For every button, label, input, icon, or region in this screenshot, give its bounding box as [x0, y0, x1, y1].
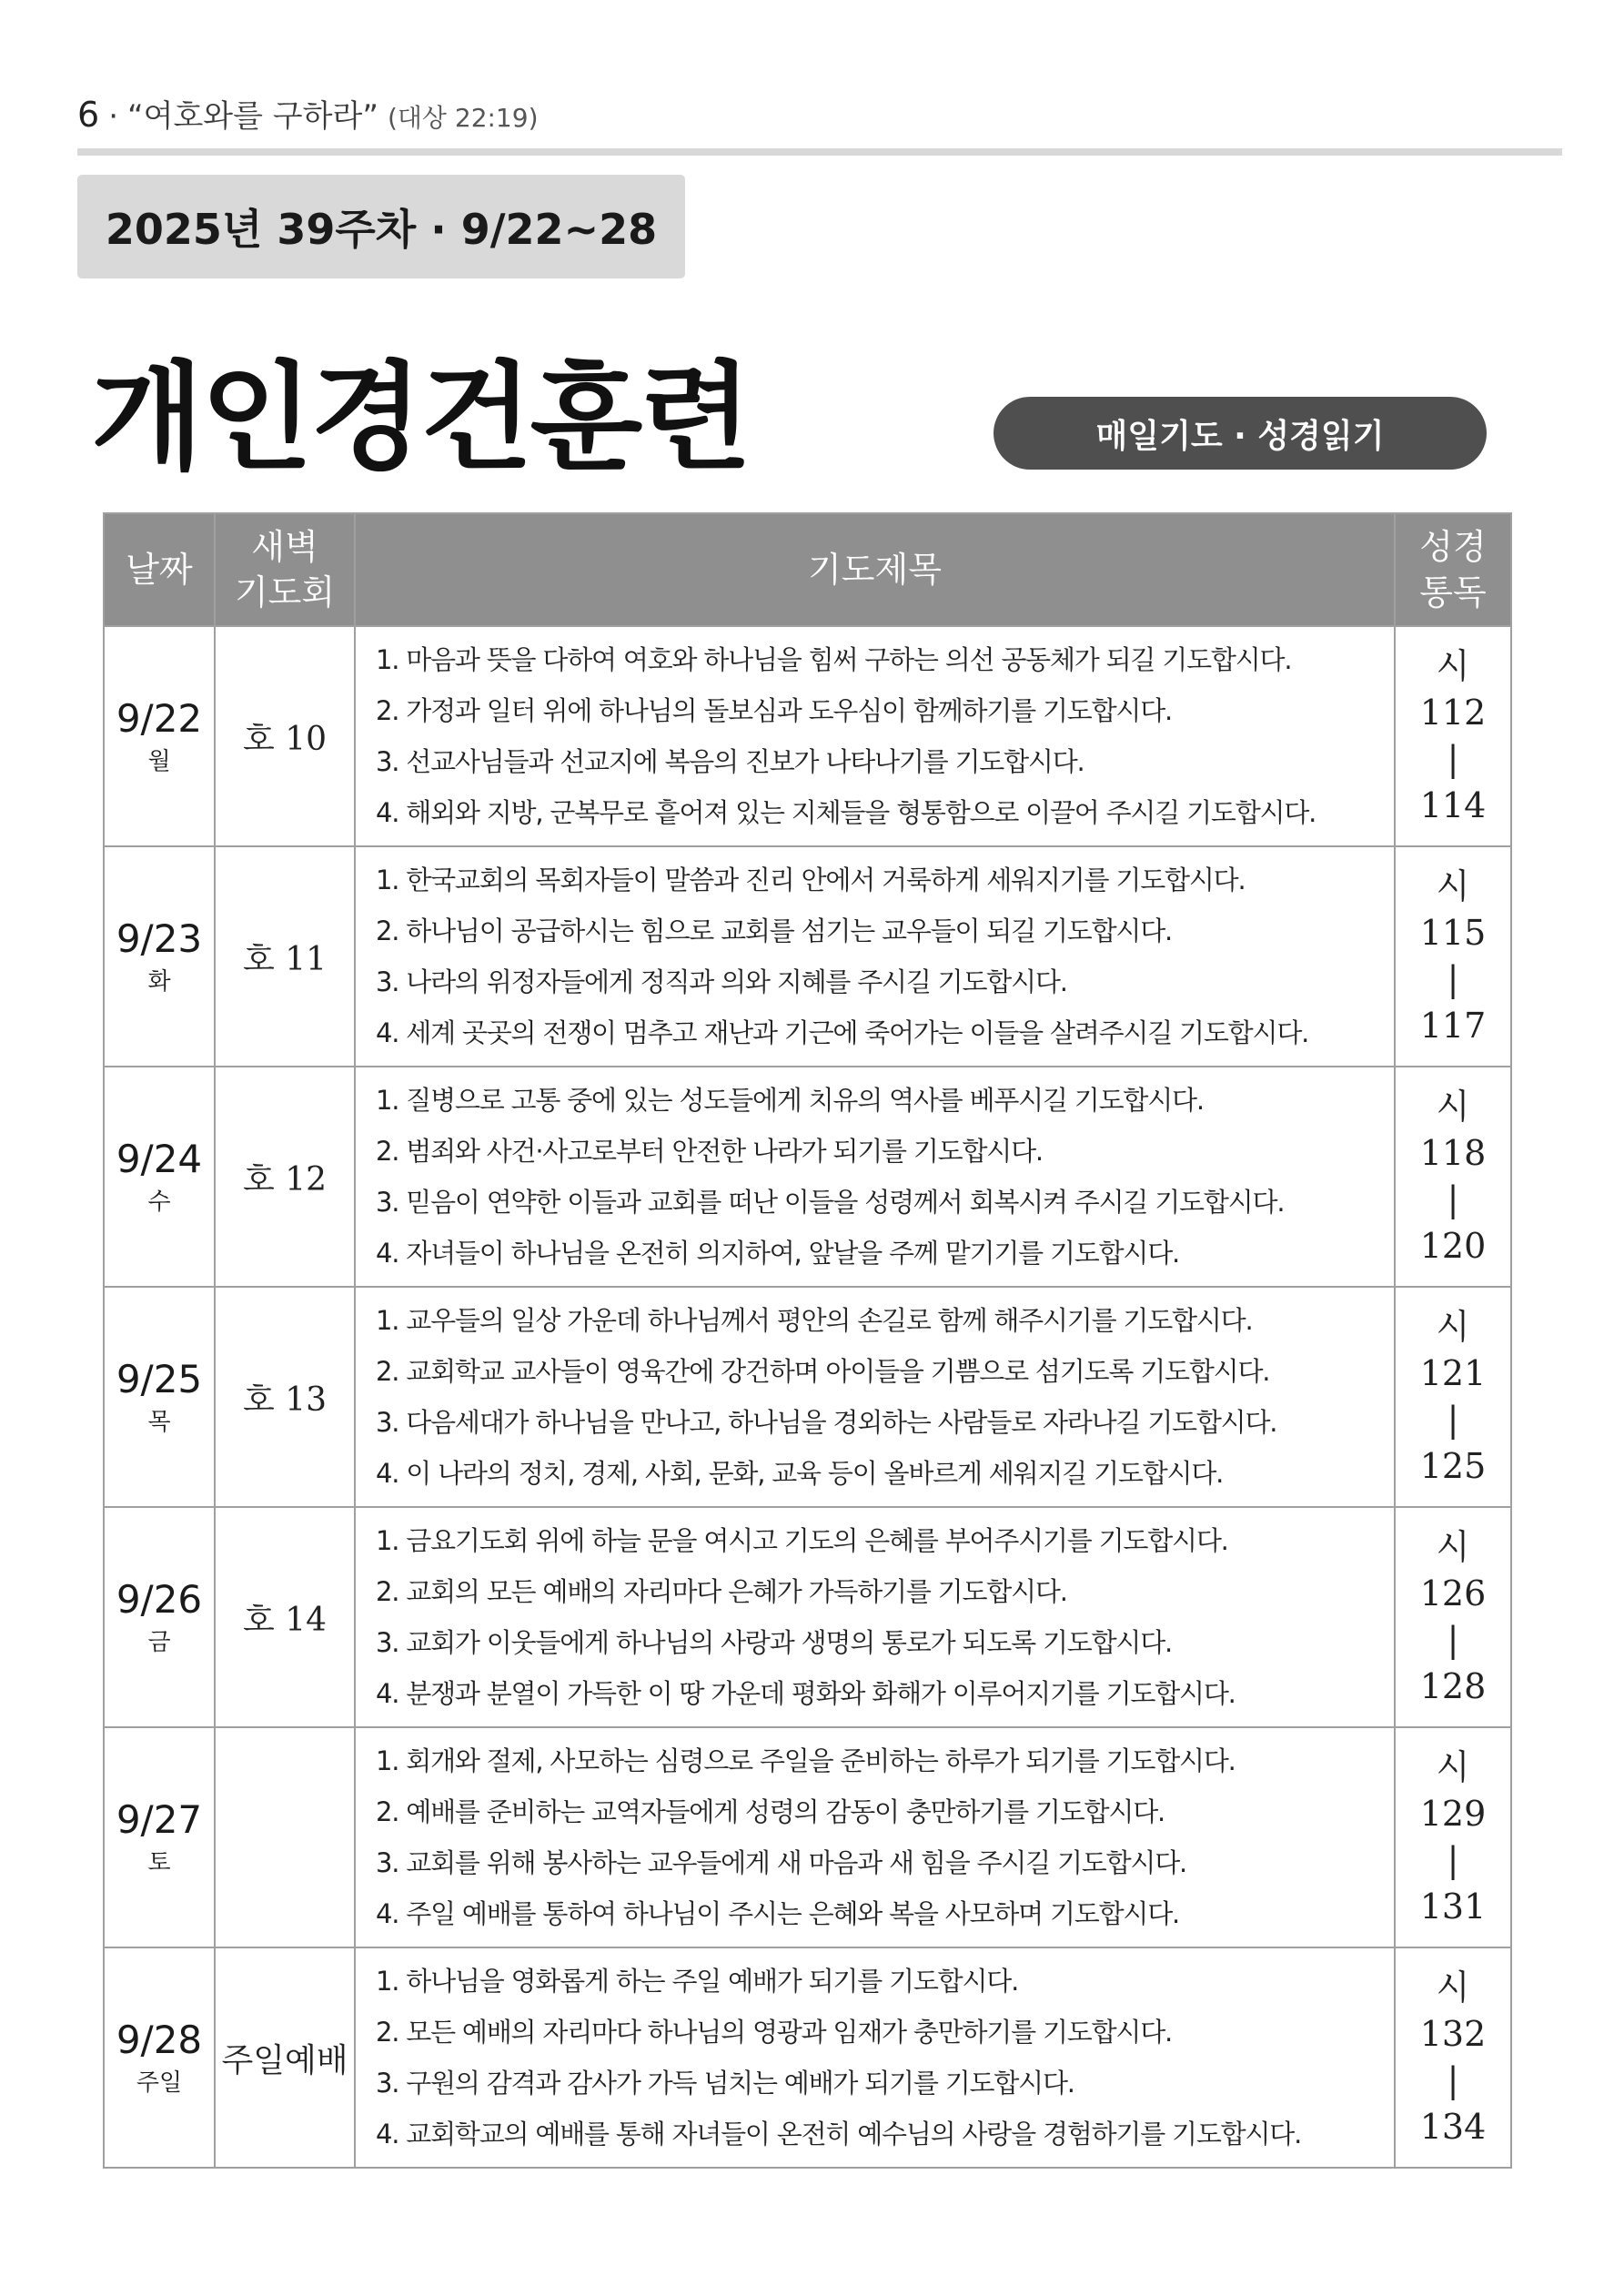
table-row: [104, 1727, 1511, 1947]
weekday: 수: [147, 1188, 171, 1216]
dawn-prayer-passage: 호 11: [242, 940, 328, 978]
week-label: 2025년 39주차 · 9/22~28: [77, 175, 685, 278]
reading-end: 114: [1419, 785, 1487, 825]
weekday: 월: [147, 748, 171, 775]
prayer-topic: 2. 하나님이 공급하시는 힘으로 교회를 섬기는 교우들이 되길 기도합시다.: [376, 915, 1173, 946]
reading-separator: |: [1447, 1400, 1459, 1440]
bible-reading-cell: [1395, 1507, 1511, 1727]
prayer-topic: 3. 나라의 위정자들에게 정직과 의와 지혜를 주시길 기도합시다.: [376, 966, 1067, 997]
dawn-prayer-cell: [215, 1947, 355, 2168]
reading-book: 시: [1436, 1527, 1470, 1567]
table-row: [104, 1507, 1511, 1727]
date-cell: [104, 1067, 215, 1287]
date-cell: [104, 1727, 215, 1947]
table-row: [104, 626, 1511, 846]
bible-reading-cell: [1395, 1947, 1511, 2168]
date: 9/28: [116, 2018, 203, 2062]
dawn-prayer-cell: [215, 1067, 355, 1287]
reading-start: 129: [1419, 1794, 1487, 1834]
date-cell: [104, 1947, 215, 2168]
date: 9/24: [116, 1137, 203, 1181]
date: 9/26: [116, 1577, 203, 1622]
prayer-topic: 2. 교회의 모든 예배의 자리마다 은혜가 가득하기를 기도합시다.: [376, 1576, 1067, 1607]
header-dawn-prayer: 새벽 기도회: [215, 513, 355, 626]
bible-reading-cell: [1395, 1067, 1511, 1287]
reading-start: 118: [1419, 1133, 1487, 1173]
reading-separator: |: [1447, 1840, 1459, 1880]
bible-reading-cell: [1395, 1727, 1511, 1947]
reading-start: 115: [1419, 913, 1487, 953]
prayer-topic: 1. 하나님을 영화롭게 하는 주일 예배가 되기를 기도합시다.: [376, 1966, 1019, 1997]
page-title: 개인경건훈련: [91, 350, 750, 486]
prayer-topics-cell: [355, 846, 1395, 1067]
date: 9/23: [116, 916, 203, 961]
reading-end: 117: [1419, 1006, 1487, 1046]
prayer-schedule-table: [103, 512, 1512, 2169]
prayer-topic: 2. 교회학교 교사들이 영육간에 강건하며 아이들을 기쁨으로 섬기도록 기도합시다.: [376, 1356, 1270, 1387]
dawn-prayer-cell: [215, 1727, 355, 1947]
header-bible-reading: 성경 통독: [1395, 513, 1511, 626]
reading-start: 132: [1419, 2014, 1487, 2054]
reading-book: 시: [1436, 1307, 1470, 1347]
prayer-topic: 4. 이 나라의 정치, 경제, 사회, 문화, 교육 등이 올바르게 세워지길 기도합시다.: [376, 1458, 1224, 1489]
prayer-topic: 1. 질병으로 고통 중에 있는 성도들에게 치유의 역사를 베푸시길 기도합시다.: [376, 1085, 1204, 1116]
reading-book: 시: [1436, 1087, 1470, 1127]
date: 9/25: [116, 1357, 203, 1401]
prayer-topic: 4. 교회학교의 예배를 통해 자녀들이 온전히 예수님의 사랑을 경험하기를 기도합시다.: [376, 2119, 1302, 2149]
prayer-topic: 2. 가정과 일터 위에 하나님의 돌보심과 도우심이 함께하기를 기도합시다.: [376, 695, 1173, 726]
running-header: [77, 91, 539, 142]
prayer-topic: 1. 금요기도회 위에 하늘 문을 여시고 기도의 은혜를 부어주시기를 기도합시다.: [376, 1525, 1228, 1556]
reading-book: 시: [1436, 646, 1470, 686]
weekday: 목: [147, 1409, 171, 1436]
reading-end: 128: [1419, 1666, 1487, 1706]
dawn-prayer-passage: 호 12: [242, 1160, 328, 1199]
reading-separator: |: [1447, 1620, 1459, 1660]
header-date: 날짜: [104, 513, 215, 626]
reading-separator: |: [1447, 739, 1459, 779]
table-row: [104, 1287, 1511, 1507]
prayer-topic: 2. 모든 예배의 자리마다 하나님의 영광과 임재가 충만하기를 기도합시다.: [376, 2017, 1173, 2048]
bible-reading-cell: [1395, 846, 1511, 1067]
reading-separator: |: [1447, 959, 1459, 999]
reading-end: 125: [1419, 1446, 1487, 1486]
header-separator: ·: [108, 98, 118, 135]
prayer-topic: 1. 교우들의 일상 가운데 하나님께서 평안의 손길로 함께 해주시기를 기도합시다.: [376, 1305, 1253, 1336]
reading-start: 112: [1419, 693, 1487, 733]
prayer-topic: 1. 한국교회의 목회자들이 말씀과 진리 안에서 거룩하게 세워지기를 기도합시다.: [376, 865, 1246, 895]
prayer-topic: 4. 주일 예배를 통하여 하나님이 주시는 은혜와 복을 사모하며 기도합시다.: [376, 1898, 1180, 1929]
reading-end: 131: [1419, 1886, 1487, 1927]
dawn-prayer-cell: [215, 1507, 355, 1727]
reading-book: 시: [1436, 1967, 1470, 2008]
prayer-topics-cell: [355, 1067, 1395, 1287]
date-cell: [104, 1287, 215, 1507]
dawn-prayer-passage: 호 10: [242, 720, 328, 758]
dawn-prayer-cell: [215, 1287, 355, 1507]
date: 9/27: [116, 1797, 203, 1842]
reading-end: 134: [1419, 2107, 1487, 2147]
date-cell: [104, 846, 215, 1067]
table-row: [104, 1947, 1511, 2168]
dawn-prayer-cell: [215, 846, 355, 1067]
date: 9/22: [116, 696, 203, 741]
bible-reading-cell: [1395, 1287, 1511, 1507]
weekday: 주일: [136, 2069, 183, 2097]
prayer-topics-cell: [355, 626, 1395, 846]
reading-book: 시: [1436, 1747, 1470, 1787]
reading-separator: |: [1447, 1179, 1459, 1219]
prayer-topic: 3. 구원의 감격과 감사가 가득 넘치는 예배가 되기를 기도합시다.: [376, 2068, 1074, 2099]
prayer-topic: 4. 해외와 지방, 군복무로 흩어져 있는 지체들을 형통함으로 이끌어 주시길 기도합시다.: [376, 797, 1316, 828]
prayer-topics-cell: [355, 1507, 1395, 1727]
prayer-topics-cell: [355, 1287, 1395, 1507]
dawn-prayer-cell: [215, 626, 355, 846]
date-cell: [104, 626, 215, 846]
prayer-topic: 3. 선교사님들과 선교지에 복음의 진보가 나타나기를 기도합시다.: [376, 746, 1084, 777]
prayer-topics-cell: [355, 1727, 1395, 1947]
header-rule: [77, 148, 1562, 156]
prayer-topic: 3. 다음세대가 하나님을 만나고, 하나님을 경외하는 사람들로 자라나길 기도합시다.: [376, 1407, 1277, 1438]
section-pill: 매일기도 · 성경읽기: [994, 397, 1487, 470]
prayer-topic: 3. 교회가 이웃들에게 하나님의 사랑과 생명의 통로가 되도록 기도합시다.: [376, 1627, 1173, 1658]
table-header-row: [104, 513, 1511, 626]
table-row: [104, 1067, 1511, 1287]
table-row: [104, 846, 1511, 1067]
prayer-topic: 1. 마음과 뜻을 다하여 여호와 하나님을 힘써 구하는 의선 공동체가 되길 기도합시다.: [376, 644, 1292, 675]
page-number: 6: [77, 95, 100, 135]
bible-reading-cell: [1395, 626, 1511, 846]
weekday: 화: [147, 968, 171, 996]
header-prayer-topics: 기도제목: [355, 513, 1395, 626]
reading-book: 시: [1436, 866, 1470, 906]
dawn-prayer-passage: 호 13: [242, 1381, 328, 1419]
reading-end: 120: [1419, 1226, 1487, 1266]
prayer-topic: 4. 분쟁과 분열이 가득한 이 땅 가운데 평화와 화해가 이루어지기를 기도합시다.: [376, 1678, 1236, 1709]
prayer-topic: 2. 범죄와 사건·사고로부터 안전한 나라가 되기를 기도합시다.: [376, 1136, 1043, 1167]
header-motto: “여호와를 구하라”: [127, 98, 378, 135]
dawn-prayer-passage: 주일예배: [221, 2041, 348, 2079]
prayer-topics-cell: [355, 1947, 1395, 2168]
date-cell: [104, 1507, 215, 1727]
prayer-topic: 3. 믿음이 연약한 이들과 교회를 떠난 이들을 성령께서 회복시켜 주시길 기도합시다.: [376, 1187, 1285, 1218]
header-reference: (대상 22:19): [387, 103, 539, 133]
prayer-topic: 4. 세계 곳곳의 전쟁이 멈추고 재난과 기근에 죽어가는 이들을 살려주시길 기도합시다.: [376, 1017, 1309, 1048]
prayer-topic: 3. 교회를 위해 봉사하는 교우들에게 새 마음과 새 힘을 주시길 기도합시다.: [376, 1847, 1187, 1878]
prayer-topic: 1. 회개와 절제, 사모하는 심령으로 주일을 준비하는 하루가 되기를 기도합시다.: [376, 1745, 1236, 1776]
dawn-prayer-passage: 호 14: [242, 1601, 328, 1639]
reading-separator: |: [1447, 2060, 1459, 2100]
weekday: 금: [147, 1629, 171, 1656]
reading-start: 126: [1419, 1573, 1487, 1613]
prayer-topic: 2. 예배를 준비하는 교역자들에게 성령의 감동이 충만하기를 기도합시다.: [376, 1796, 1165, 1827]
prayer-topic: 4. 자녀들이 하나님을 온전히 의지하여, 앞날을 주께 맡기기를 기도합시다.: [376, 1238, 1180, 1269]
weekday: 토: [147, 1849, 171, 1876]
reading-start: 121: [1419, 1353, 1487, 1393]
